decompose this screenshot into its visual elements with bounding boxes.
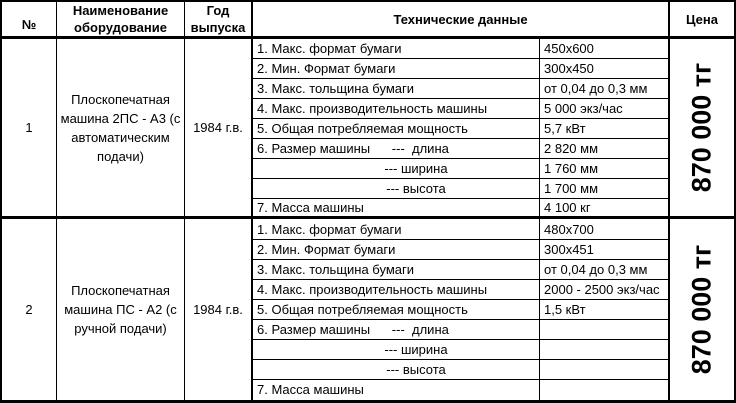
tech-spec-value: 300x451 (540, 240, 670, 260)
tech-spec-value: 1 700 мм (540, 179, 670, 199)
tech-spec-label: 2. Мин. Формат бумаги (253, 240, 540, 260)
column-header-equipment-name: Наименование оборудование (57, 2, 185, 39)
price-text: 870 000 тг (686, 62, 717, 193)
tech-spec-value: 1,5 кВт (540, 300, 670, 320)
tech-spec-value (540, 340, 670, 360)
tech-spec-value: 4 100 кг (540, 199, 670, 219)
tech-spec-label: --- ширина (253, 159, 540, 179)
tech-spec-value: 5,7 кВт (540, 119, 670, 139)
row-number: 2 (2, 219, 57, 400)
tech-spec-value: 450x600 (540, 39, 670, 59)
column-header-price: Цена (670, 2, 734, 39)
tech-spec-value: от 0,04 до 0,3 мм (540, 260, 670, 280)
price-text: 870 000 тг (686, 244, 717, 375)
tech-spec-label: 7. Масса машины (253, 380, 540, 400)
year-of-issue: 1984 г.в. (185, 39, 253, 219)
tech-spec-value (540, 380, 670, 400)
equipment-name: Плоскопечатная машина ПС - А2 (с ручной подачи) (57, 219, 185, 400)
price-cell (670, 39, 734, 219)
tech-spec-label: 5. Общая потребляемая мощность (253, 300, 540, 320)
tech-spec-label: --- высота (253, 179, 540, 199)
tech-spec-value (540, 320, 670, 340)
tech-spec-label: --- высота (253, 360, 540, 380)
tech-spec-label: --- ширина (253, 340, 540, 360)
tech-spec-label: 7. Масса машины (253, 199, 540, 219)
tech-spec-label: 3. Макс. тольщина бумаги (253, 260, 540, 280)
tech-spec-value: от 0,04 до 0,3 мм (540, 79, 670, 99)
tech-spec-label: 1. Макс. формат бумаги (253, 219, 540, 239)
column-header-number: № (2, 2, 57, 39)
year-of-issue: 1984 г.в. (185, 219, 253, 400)
tech-spec-value: 300x450 (540, 59, 670, 79)
price-cell (670, 219, 734, 400)
column-header-year: Год выпуска (185, 2, 253, 39)
tech-spec-label: 5. Общая потребляемая мощность (253, 119, 540, 139)
tech-spec-value: 2000 - 2500 экз/час (540, 280, 670, 300)
tech-spec-value: 1 760 мм (540, 159, 670, 179)
tech-spec-label: 2. Мин. Формат бумаги (253, 59, 540, 79)
row-number: 1 (2, 39, 57, 219)
equipment-name: Плоскопечатная машина 2ПС - А3 (с автоматическим подачи) (57, 39, 185, 219)
column-header-technical-data: Технические данные (253, 2, 670, 39)
tech-spec-label: 4. Макс. производительность машины (253, 280, 540, 300)
tech-spec-value: 5 000 экз/час (540, 99, 670, 119)
tech-spec-label: 6. Размер машины --- длина (253, 139, 540, 159)
tech-spec-value: 2 820 мм (540, 139, 670, 159)
tech-spec-label: 1. Макс. формат бумаги (253, 39, 540, 59)
tech-spec-value: 480x700 (540, 219, 670, 239)
tech-spec-label: 3. Макс. тольщина бумаги (253, 79, 540, 99)
tech-spec-value (540, 360, 670, 380)
tech-spec-label: 6. Размер машины --- длина (253, 320, 540, 340)
tech-spec-label: 4. Макс. производительность машины (253, 99, 540, 119)
